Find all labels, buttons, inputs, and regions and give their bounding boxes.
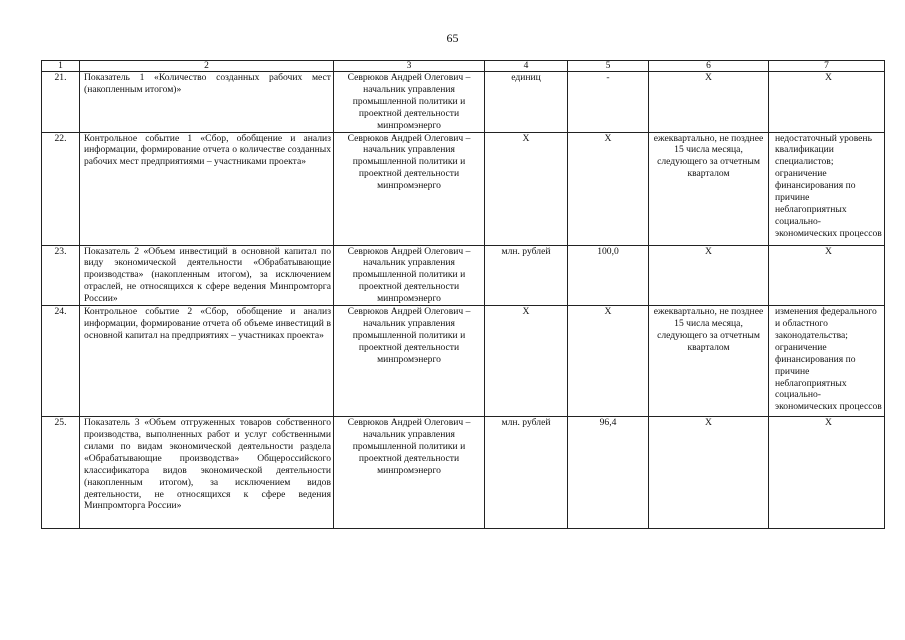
reporting-period: ежеквартально, не позднее 15 числа месяца, следующего за отчетным кварталом [649, 306, 769, 417]
unit-of-measure: единиц [485, 72, 568, 133]
unit-of-measure: млн. рублей [485, 417, 568, 529]
table-row [42, 72, 885, 133]
unit-of-measure: Х [485, 132, 568, 245]
indicator-name: Контрольное событие 1 «Сбор, обобщение и анализ информации, формирование отчета о количестве созданных рабочих мест предприятиями – участниками проекта» [80, 132, 334, 245]
risks: Х [769, 417, 885, 529]
column-header-6: 6 [649, 61, 769, 72]
table-row [42, 132, 885, 245]
responsible-person: Севрюков Андрей Олегович – начальник управления промышленной политики и проектной деятельности минпромэнерго [334, 306, 485, 417]
indicator-value: 100,0 [568, 245, 649, 306]
column-header-7: 7 [769, 61, 885, 72]
reporting-period: ежеквартально, не позднее 15 числа месяца, следующего за отчетным кварталом [649, 132, 769, 245]
indicator-name: Показатель 3 «Объем отгруженных товаров собственного производства, выполненных работ и услуг собственными силами по видам экономической деятельности раздела «Обрабатывающие производства» Общероссийского классификатора видов экономической деятельности (накопленным итогом), за исключением видов деятельности, не относящихся к сфере ведения Минпромторга России» [80, 417, 334, 529]
column-header-1: 1 [42, 61, 80, 72]
plan-table [41, 60, 885, 529]
table-row [42, 245, 885, 306]
unit-of-measure: млн. рублей [485, 245, 568, 306]
responsible-person: Севрюков Андрей Олегович – начальник управления промышленной политики и проектной деятельности минпромэнерго [334, 245, 485, 306]
risks: Х [769, 72, 885, 133]
indicator-name: Контрольное событие 2 «Сбор, обобщение и анализ информации, формирование отчета об объеме инвестиций в основной капитал на предприятиях – участниках проекта» [80, 306, 334, 417]
row-number: 24. [42, 306, 80, 417]
risks: Х [769, 245, 885, 306]
indicator-value: Х [568, 306, 649, 417]
reporting-period: Х [649, 72, 769, 133]
table-row [42, 306, 885, 417]
risks: изменения федерального и областного законодательства; ограничение финансирования по причине неблагоприятных социально-экономических процессов [769, 306, 885, 417]
risks: недостаточный уровень квалификации специалистов; ограничение финансирования по причине неблагоприятных социально-экономических процессов [769, 132, 885, 245]
reporting-period: Х [649, 245, 769, 306]
table-row [42, 417, 885, 529]
page-number: 65 [446, 31, 459, 45]
row-number: 25. [42, 417, 80, 529]
responsible-person: Севрюков Андрей Олегович – начальник управления промышленной политики и проектной деятельности минпромэнерго [334, 417, 485, 529]
row-number: 23. [42, 245, 80, 306]
column-header-3: 3 [334, 61, 485, 72]
indicator-name: Показатель 2 «Объем инвестиций в основной капитал по виду экономической деятельности «Обрабатывающие производства» (накопленным итогом), за исключением отраслей, не относящихся к сфере ведения Минпромторга России» [80, 245, 334, 306]
row-number: 21. [42, 72, 80, 133]
column-number-row [42, 61, 885, 72]
column-header-4: 4 [485, 61, 568, 72]
indicator-value: - [568, 72, 649, 133]
indicator-value: 96,4 [568, 417, 649, 529]
indicator-value: Х [568, 132, 649, 245]
unit-of-measure: Х [485, 306, 568, 417]
column-header-5: 5 [568, 61, 649, 72]
row-number: 22. [42, 132, 80, 245]
reporting-period: Х [649, 417, 769, 529]
responsible-person: Севрюков Андрей Олегович – начальник управления промышленной политики и проектной деятельности минпромэнерго [334, 132, 485, 245]
responsible-person: Севрюков Андрей Олегович – начальник управления промышленной политики и проектной деятельности минпромэнерго [334, 72, 485, 133]
column-header-2: 2 [80, 61, 334, 72]
indicator-name: Показатель 1 «Количество созданных рабочих мест (накопленным итогом)» [80, 72, 334, 133]
